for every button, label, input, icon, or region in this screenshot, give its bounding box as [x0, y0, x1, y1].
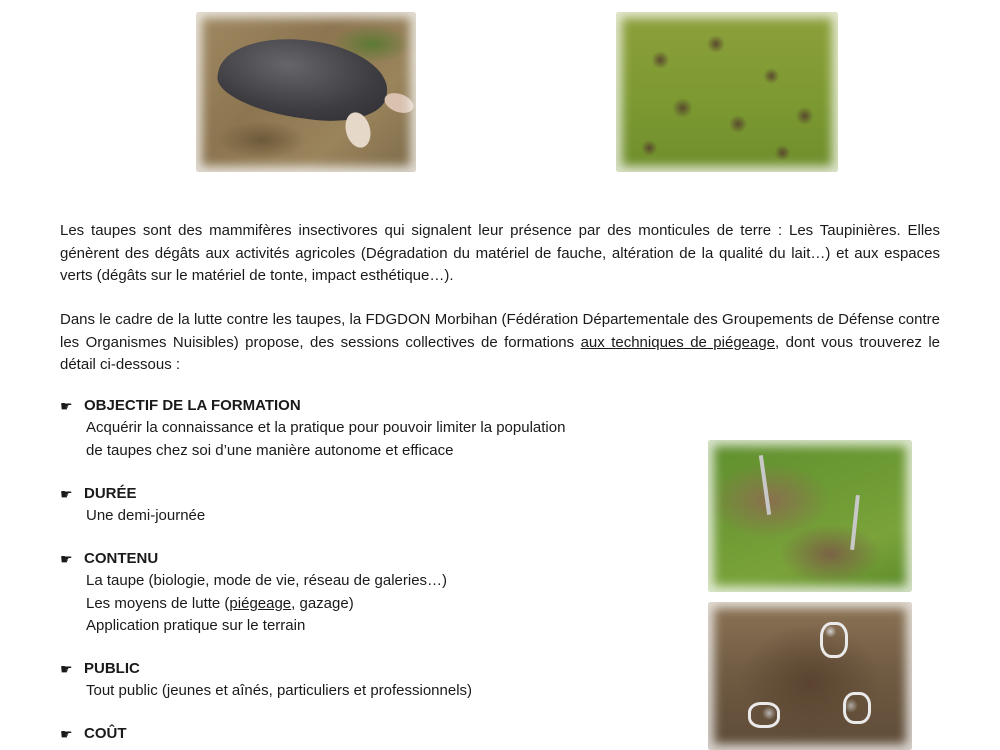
line-text: Les moyens de lutte (: [86, 594, 230, 612]
section-line: Tout public (jeunes et aînés, particuliers et professionnels): [86, 682, 473, 699]
techniques-link[interactable]: aux techniques de piégeage: [580, 333, 776, 351]
trap-stake: [850, 495, 860, 550]
line-text-end: , gazage): [291, 594, 354, 612]
section-line: Acquérir la connaissance et la pratique pour pouvoir limiter la population: [86, 419, 566, 436]
section-title: COÛT: [84, 725, 127, 742]
trap-wire: [843, 692, 871, 724]
molehills-photo: [616, 12, 838, 172]
trap-wire: [820, 622, 848, 658]
trap-wire: [748, 702, 780, 728]
section-duree: [60, 483, 205, 528]
intro-paragraph-2: [60, 309, 940, 377]
section-public: [60, 658, 472, 703]
pointing-hand-icon: ☛: [60, 398, 73, 414]
section-heading: [60, 395, 565, 417]
section-heading: [60, 723, 127, 745]
section-title: CONTENU: [84, 550, 159, 567]
mole-paw: [342, 110, 374, 151]
section-line: [60, 593, 447, 616]
section-title: PUBLIC: [84, 660, 140, 677]
section-heading: [60, 548, 447, 570]
section-line: de taupes chez soi d’une manière autonome et efficace: [86, 441, 454, 459]
intro-paragraph-1: Les taupes sont des mammifères insectivores qui signalent leur présence par des monticules de terre : Les Taupinières. Elles génèrent des dégâts aux activités agricoles (Dégradation du matériel de fauche, altération de la qualité du lait…) et aux espaces verts (dégâts sur le matériel de tonte, impact esthétique…).: [60, 222, 940, 284]
section-line: La taupe (biologie, mode de vie, réseau de galeries…): [86, 572, 448, 589]
mole-body: [213, 29, 392, 130]
section-cout: [60, 723, 127, 745]
pointing-hand-icon: ☛: [60, 661, 73, 677]
section-title: DURÉE: [84, 485, 137, 502]
trap-photo-2: [708, 602, 912, 750]
section-line: Application pratique sur le terrain: [86, 617, 306, 634]
pointing-hand-icon: ☛: [60, 551, 73, 567]
trap-stake: [759, 455, 771, 515]
section-heading: [60, 658, 472, 680]
section-contenu: [60, 548, 447, 638]
intro-text: Dans le cadre de la lutte contre les taupes, la FDGDON Morbihan (Fédération Départementale des Groupements de Défense contre les Organismes Nuisibles) propose, des sessions collectives de formations: [60, 311, 940, 351]
section-line: Une demi-journée: [86, 507, 206, 524]
piegeage-link[interactable]: piégeage: [229, 594, 292, 612]
trap-photo-1: [708, 440, 912, 592]
pointing-hand-icon: ☛: [60, 486, 73, 502]
pointing-hand-icon: ☛: [60, 726, 73, 742]
intro-text-end: , dont vous trouverez le détail ci-dessous :: [60, 333, 941, 373]
section-heading: [60, 483, 205, 505]
section-objectif: [60, 395, 565, 462]
mole-snout: [382, 89, 416, 116]
mole-photo: [196, 12, 416, 172]
section-title: OBJECTIF DE LA FORMATION: [84, 397, 301, 414]
